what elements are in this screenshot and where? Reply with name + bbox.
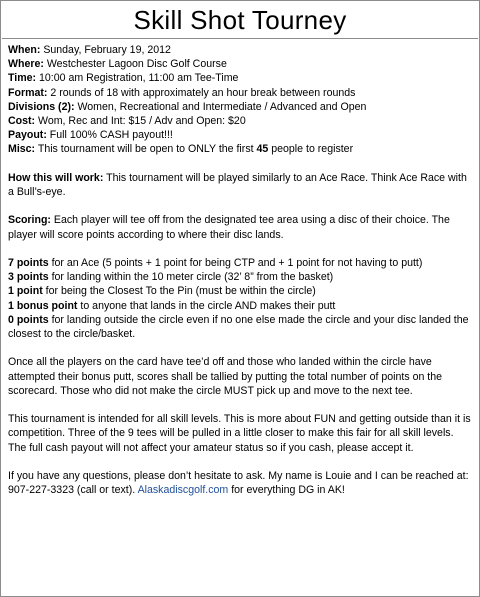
points-item	[8, 313, 473, 341]
points-item	[8, 270, 473, 284]
detail-value: Westchester Lagoon Disc Golf Course	[43, 58, 227, 71]
how-it-works-text: This tournament will be played similarly to an Ace Race. Think Ace Race with a Bull’s-eye.	[8, 171, 467, 199]
detail-value: 2 rounds of 18 with approximately an hour break between rounds	[47, 86, 356, 99]
scoring-paragraph	[8, 213, 473, 241]
points-label: 7 points	[8, 257, 49, 269]
detail-payout	[8, 128, 473, 142]
points-text: for an Ace (5 points + 1 point for being CTP and + 1 point for not having to putt)	[48, 257, 423, 269]
detail-value: people to register	[268, 143, 354, 156]
points-item	[8, 284, 473, 298]
points-text: for being the Closest To the Pin (must be within the circle)	[42, 285, 316, 298]
detail-value-bold: 45	[256, 143, 269, 156]
points-label: 1 bonus point	[8, 299, 78, 312]
detail-label: Time:	[8, 72, 37, 85]
detail-value: Women, Recreational and Intermediate / Advanced and Open	[74, 100, 367, 113]
detail-when	[8, 43, 473, 57]
detail-label: Misc:	[8, 143, 36, 156]
details-list	[8, 43, 473, 157]
how-it-works-label: How this will work:	[8, 171, 104, 184]
points-text: for landing outside the circle even if no one else made the circle and your disc landed the closest to the circle/basket.	[8, 313, 469, 341]
detail-misc	[8, 142, 473, 156]
detail-time	[8, 71, 473, 85]
detail-label: Format:	[8, 86, 48, 99]
detail-value: This tournament will be open to ONLY the first	[35, 143, 257, 156]
scoring-label: Scoring:	[8, 214, 51, 227]
points-label: 1 point	[8, 285, 43, 298]
detail-label: Divisions (2):	[8, 100, 75, 113]
contact-text: If you have any questions, please don’t hesitate to ask. My name is Louie and I can be reached at: 907-227-3323 (call or text).	[8, 470, 469, 497]
scoring-text: Each player will tee off from the designated tee area using a disc of their choice. The player will score points according to where their disc lands.	[8, 214, 450, 241]
points-list	[8, 256, 473, 341]
detail-value: 10:00 am Registration, 11:00 am Tee-Time	[36, 72, 239, 85]
detail-cost	[8, 114, 473, 128]
detail-value: Sunday, February 19, 2012	[40, 44, 171, 56]
detail-label: Where:	[8, 58, 44, 71]
points-text: for landing within the 10 meter circle (32’ 8” from the basket)	[48, 271, 334, 284]
points-item	[8, 299, 473, 313]
points-label: 3 points	[8, 271, 49, 284]
tally-paragraph: Once all the players on the card have tee’d off and those who landed within the circle have attempted their bonus putt, scores shall be tallied by putting the total number of points on the scorecard. Those who did not make the circle MUST pick up and move to the next tee.	[8, 356, 443, 397]
detail-label: Payout:	[8, 129, 47, 142]
detail-where	[8, 57, 473, 71]
points-text: to anyone that lands in the circle AND makes their putt	[77, 299, 336, 312]
skill-levels-paragraph: This tournament is intended for all skill levels. This is more about FUN and getting outside than it is competition. Three of the 9 tees will be pulled in a little closer to make this fair for all skill levels. The full cash payout will not affect your amateur status so if you cash, please accept it.	[8, 413, 471, 454]
website-link[interactable]: Alaskadiscgolf.com	[137, 484, 229, 497]
detail-value: Full 100% CASH payout!!!	[46, 129, 173, 142]
contact-text-end: for everything DG in AK!	[228, 484, 345, 497]
detail-divisions	[8, 100, 473, 114]
points-label: 0 points	[8, 313, 49, 326]
flyer-body	[8, 43, 473, 497]
detail-value: Wom, Rec and Int: $15 / Adv and Open: $20	[35, 115, 246, 128]
detail-label: When:	[8, 44, 41, 56]
points-item	[8, 256, 473, 270]
how-it-works-paragraph	[8, 171, 473, 199]
detail-format	[8, 86, 473, 100]
page-title: Skill Shot Tourney	[2, 2, 478, 39]
detail-label: Cost:	[8, 115, 36, 128]
contact-paragraph	[8, 469, 473, 497]
